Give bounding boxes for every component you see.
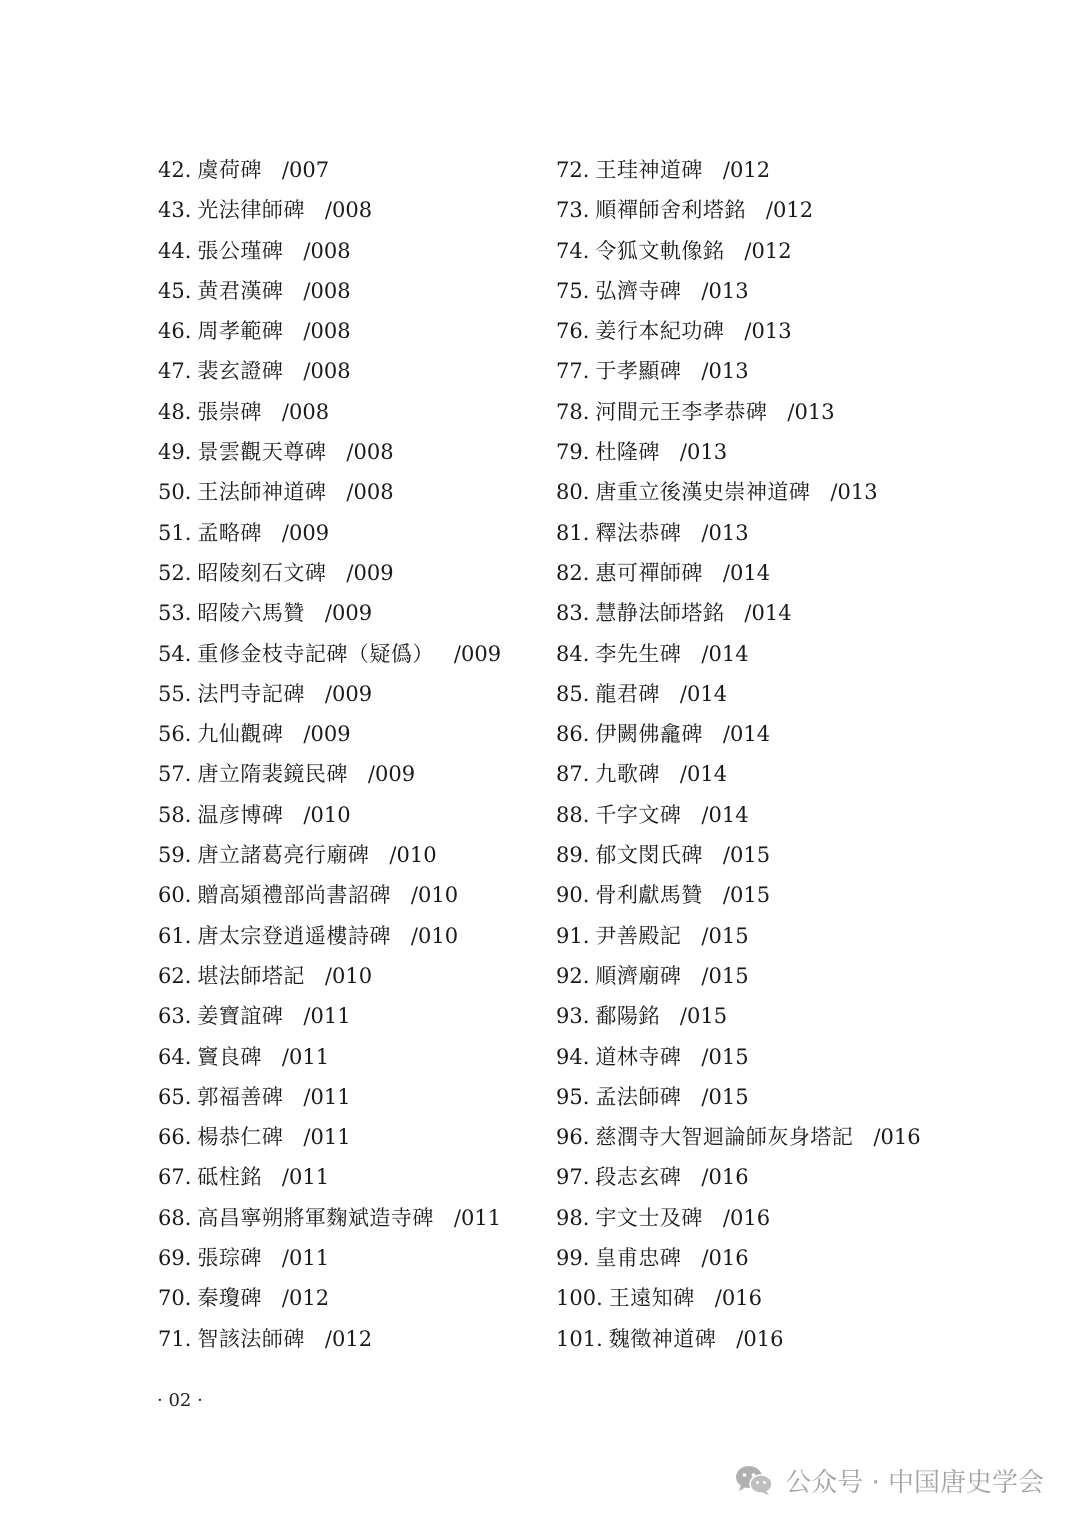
entry-number: 62. (158, 963, 192, 988)
entry-title: 姜行本紀功碑 (595, 319, 725, 344)
entry-page: /011 (281, 1044, 330, 1069)
entry-page: /015 (701, 923, 749, 948)
toc-entry (556, 1319, 986, 1359)
entry-page: /014 (701, 641, 749, 666)
entry-page: /015 (701, 963, 749, 988)
entry-number: 50. (158, 480, 192, 505)
entry-number: 53. (158, 601, 192, 626)
toc-entry (158, 795, 538, 835)
entry-page: /014 (722, 560, 771, 585)
entry-page: /016 (701, 1246, 749, 1271)
entry-page: /008 (346, 440, 394, 465)
entry-title: 伊闕佛龕碑 (595, 722, 703, 747)
entry-number: 51. (158, 520, 192, 545)
toc-entry (158, 674, 538, 714)
entry-page: /016 (701, 1165, 749, 1190)
entry-page: /012 (722, 158, 771, 182)
entry-page: /013 (701, 520, 749, 545)
entry-page: /008 (303, 238, 351, 263)
watermark-text: 公众号 · 中国唐史学会 (785, 1467, 1044, 1498)
entry-title: 唐太宗登逍遥樓詩碑 (197, 923, 391, 948)
entry-title: 温彦博碑 (197, 802, 284, 827)
entry-number: 42. (158, 158, 192, 182)
entry-title: 王遠知碑 (608, 1286, 695, 1311)
entry-title: 智該法師碑 (197, 1326, 305, 1351)
entry-title: 周孝範碑 (197, 319, 284, 344)
entry-number: 97. (556, 1165, 590, 1190)
entry-title: 千字文碑 (595, 802, 682, 827)
toc-entry (556, 1198, 986, 1238)
entry-title: 慧静法師塔銘 (595, 601, 725, 626)
toc-entry (556, 190, 986, 230)
toc-entry (556, 432, 986, 472)
toc-entry (556, 150, 986, 190)
entry-number: 74. (556, 238, 590, 263)
toc-column-right (556, 150, 986, 1359)
entry-number: 47. (158, 359, 192, 384)
entry-page: /009 (346, 560, 394, 585)
entry-number: 73. (556, 198, 590, 223)
entry-page: /012 (281, 1286, 330, 1311)
toc-entry (158, 634, 538, 674)
toc-entry (158, 714, 538, 754)
entry-title: 砥柱銘 (197, 1165, 262, 1190)
entry-page: /008 (303, 319, 351, 344)
entry-number: 54. (158, 641, 192, 666)
entry-number: 46. (158, 319, 192, 344)
toc-entry (556, 1278, 986, 1318)
toc-entry (158, 351, 538, 391)
entry-title: 孟略碑 (197, 520, 262, 545)
entry-page: /012 (324, 1326, 373, 1351)
toc-entry (158, 1077, 538, 1117)
entry-number: 90. (556, 883, 590, 908)
toc-entry (556, 513, 986, 553)
entry-number: 94. (556, 1044, 590, 1069)
toc-entry (556, 996, 986, 1036)
entry-title: 張公瑾碑 (197, 238, 284, 263)
entry-page: /016 (714, 1286, 762, 1311)
entry-title: 河間元王李孝恭碑 (595, 399, 768, 424)
entry-number: 98. (556, 1205, 590, 1230)
toc-entry (556, 1238, 986, 1278)
entry-number: 56. (158, 722, 192, 747)
entry-title: 唐重立後漢史崇神道碑 (595, 480, 811, 505)
entry-title: 景雲觀天尊碑 (197, 440, 327, 465)
toc-entry (556, 311, 986, 351)
entry-page: /008 (346, 480, 394, 505)
entry-title: 鄱陽銘 (595, 1004, 660, 1029)
entry-page: /013 (679, 440, 728, 465)
entry-title: 昭陵六馬贊 (197, 601, 305, 626)
entry-number: 71. (158, 1326, 192, 1351)
entry-number: 43. (158, 198, 192, 223)
entry-title: 秦瓊碑 (197, 1286, 262, 1311)
toc-entry (556, 795, 986, 835)
entry-page: /013 (830, 480, 878, 505)
entry-number: 68. (158, 1205, 192, 1230)
toc-entry (556, 392, 986, 432)
entry-title: 道林寺碑 (595, 1044, 682, 1069)
entry-title: 段志玄碑 (595, 1165, 682, 1190)
toc-entry (158, 1037, 538, 1077)
entry-page: /009 (281, 520, 330, 545)
entry-number: 86. (556, 722, 590, 747)
toc-entry (556, 634, 986, 674)
entry-title: 宇文士及碑 (595, 1205, 703, 1230)
entry-number: 89. (556, 843, 590, 868)
toc-entry (158, 1117, 538, 1157)
toc-entry (158, 1319, 538, 1359)
entry-number: 92. (556, 963, 590, 988)
toc-entry (158, 835, 538, 875)
entry-page: /015 (722, 883, 771, 908)
entry-title: 虞荷碑 (197, 158, 262, 182)
entry-title: 九仙觀碑 (197, 722, 284, 747)
entry-page: /010 (303, 802, 351, 827)
entry-number: 96. (556, 1125, 590, 1150)
entry-number: 91. (556, 923, 590, 948)
entry-page: /016 (722, 1205, 771, 1230)
entry-number: 83. (556, 601, 590, 626)
entry-title: 昭陵刻石文碑 (197, 560, 327, 585)
entry-page: /014 (744, 601, 792, 626)
entry-page: /013 (701, 278, 749, 303)
entry-page: /011 (303, 1125, 351, 1150)
toc-entry (158, 553, 538, 593)
entry-page: /009 (324, 601, 373, 626)
toc-entry (158, 271, 538, 311)
toc-entry (158, 1157, 538, 1197)
entry-number: 44. (158, 238, 192, 263)
entry-page: /011 (281, 1165, 330, 1190)
entry-page: /015 (701, 1084, 749, 1109)
entry-title: 皇甫忠碑 (595, 1246, 682, 1271)
toc-entry (556, 674, 986, 714)
entry-page: /013 (701, 359, 749, 384)
toc-entry (158, 956, 538, 996)
entry-number: 67. (158, 1165, 192, 1190)
entry-number: 99. (556, 1246, 590, 1271)
toc-entry (556, 1077, 986, 1117)
entry-number: 66. (158, 1125, 192, 1150)
entry-page: /008 (324, 198, 373, 223)
entry-title: 弘濟寺碑 (595, 278, 682, 303)
toc-entry (158, 432, 538, 472)
entry-title: 惠可禪師碑 (595, 560, 703, 585)
entry-title: 贈高熲禮部尚書詔碑 (197, 883, 391, 908)
entry-number: 88. (556, 802, 590, 827)
toc-entry (556, 231, 986, 271)
entry-title: 九歌碑 (595, 762, 660, 787)
entry-page: /016 (736, 1326, 784, 1351)
toc-entry (556, 1037, 986, 1077)
entry-title: 慈潤寺大智迴論師灰身塔記 (595, 1125, 854, 1150)
entry-number: 84. (556, 641, 590, 666)
entry-number: 85. (556, 681, 590, 706)
entry-number: 64. (158, 1044, 192, 1069)
entry-page: /015 (722, 843, 771, 868)
entry-number: 79. (556, 440, 590, 465)
entry-page: /014 (722, 722, 771, 747)
entry-number: 72. (556, 158, 590, 182)
entry-title: 龍君碑 (595, 681, 660, 706)
entry-number: 80. (556, 480, 590, 505)
entry-page: /010 (410, 923, 459, 948)
entry-page: /012 (765, 198, 814, 223)
entry-page: /009 (453, 641, 502, 666)
entry-title: 重修金枝寺記碑（疑僞） (197, 641, 434, 666)
entry-number: 45. (158, 278, 192, 303)
toc-entry (556, 472, 986, 512)
toc-entry (158, 593, 538, 633)
entry-number: 58. (158, 802, 192, 827)
entry-page: /007 (281, 158, 330, 182)
entry-title: 李先生碑 (595, 641, 682, 666)
toc-entry (158, 1198, 538, 1238)
entry-page: /014 (679, 681, 728, 706)
entry-title: 楊恭仁碑 (197, 1125, 284, 1150)
entry-number: 65. (158, 1084, 192, 1109)
entry-number: 61. (158, 923, 192, 948)
entry-title: 郭福善碑 (197, 1084, 284, 1109)
entry-number: 95. (556, 1084, 590, 1109)
entry-title: 竇良碑 (197, 1044, 262, 1069)
entry-title: 唐立諸葛亮行廟碑 (197, 843, 370, 868)
entry-title: 高昌寧朔將軍麴斌造寺碑 (197, 1205, 434, 1230)
entry-page: /014 (679, 762, 728, 787)
entry-title: 釋法恭碑 (595, 520, 682, 545)
entry-number: 63. (158, 1004, 192, 1029)
toc-entry (158, 916, 538, 956)
entry-title: 張崇碑 (197, 399, 262, 424)
toc-entry (158, 472, 538, 512)
entry-page: /013 (744, 319, 792, 344)
entry-number: 82. (556, 560, 590, 585)
toc-entry (158, 1238, 538, 1278)
watermark (735, 1458, 1044, 1502)
entry-title: 令狐文軌像銘 (595, 238, 725, 263)
page-number: · 02 · (157, 1390, 203, 1411)
entry-title: 杜隆碑 (595, 440, 660, 465)
entry-number: 101. (556, 1326, 603, 1351)
entry-title: 于孝顯碑 (595, 359, 682, 384)
entry-title: 順禪師舍利塔銘 (595, 198, 746, 223)
entry-number: 52. (158, 560, 192, 585)
toc-entry (556, 1157, 986, 1197)
toc-entry (556, 271, 986, 311)
entry-number: 77. (556, 359, 590, 384)
entry-page: /015 (701, 1044, 749, 1069)
entry-page: /011 (453, 1205, 502, 1230)
entry-number: 81. (556, 520, 590, 545)
entry-number: 59. (158, 843, 192, 868)
entry-number: 55. (158, 681, 192, 706)
entry-page: /008 (303, 359, 351, 384)
entry-title: 黄君漢碑 (197, 278, 284, 303)
entry-page: /008 (303, 278, 351, 303)
toc-entry (556, 351, 986, 391)
toc-entry (158, 150, 538, 190)
toc-entry (158, 190, 538, 230)
entry-title: 堪法師塔記 (197, 963, 305, 988)
entry-page: /012 (744, 238, 792, 263)
toc-entry (556, 956, 986, 996)
entry-page: /010 (324, 963, 373, 988)
entry-page: /014 (701, 802, 749, 827)
toc-entry (158, 996, 538, 1036)
entry-number: 78. (556, 399, 590, 424)
entry-page: /008 (281, 399, 330, 424)
entry-title: 骨利獻馬贊 (595, 883, 703, 908)
entry-title: 王珪神道碑 (595, 158, 703, 182)
entry-number: 93. (556, 1004, 590, 1029)
entry-title: 孟法師碑 (595, 1084, 682, 1109)
toc-entry (158, 754, 538, 794)
entry-title: 姜寶誼碑 (197, 1004, 284, 1029)
entry-number: 70. (158, 1286, 192, 1311)
entry-title: 法門寺記碑 (197, 681, 305, 706)
entry-title: 郁文閔氏碑 (595, 843, 703, 868)
entry-title: 魏徵神道碑 (608, 1326, 717, 1351)
toc-entry (556, 714, 986, 754)
toc-entry (556, 553, 986, 593)
entry-page: /011 (303, 1084, 351, 1109)
toc-entry (158, 513, 538, 553)
entry-number: 69. (158, 1246, 192, 1271)
toc-entry (158, 311, 538, 351)
entry-number: 100. (556, 1286, 603, 1311)
toc-entry (158, 231, 538, 271)
entry-number: 87. (556, 762, 590, 787)
toc-entry (556, 593, 986, 633)
toc-entry (556, 835, 986, 875)
toc-entry (556, 754, 986, 794)
entry-page: /010 (389, 843, 437, 868)
toc-entry (158, 392, 538, 432)
entry-number: 76. (556, 319, 590, 344)
entry-title: 順濟廟碑 (595, 963, 682, 988)
entry-number: 49. (158, 440, 192, 465)
toc-entry (556, 916, 986, 956)
entry-number: 57. (158, 762, 192, 787)
entry-title: 唐立隋裴鏡民碑 (197, 762, 348, 787)
wechat-icon (735, 1464, 773, 1496)
entry-page: /015 (679, 1004, 728, 1029)
entry-number: 75. (556, 278, 590, 303)
toc-entry (556, 875, 986, 915)
entry-page: /013 (787, 399, 835, 424)
entry-title: 裴玄證碑 (197, 359, 284, 384)
toc-entry (158, 875, 538, 915)
entry-page: /009 (367, 762, 416, 787)
entry-page: /010 (410, 883, 459, 908)
toc-entry (158, 1278, 538, 1318)
toc-entry (556, 1117, 986, 1157)
entry-page: /011 (303, 1004, 351, 1029)
entry-title: 光法律師碑 (197, 198, 305, 223)
toc-column-left (158, 150, 538, 1359)
entry-page: /009 (303, 722, 351, 747)
entry-title: 王法師神道碑 (197, 480, 327, 505)
entry-number: 48. (158, 399, 192, 424)
entry-title: 張琮碑 (197, 1246, 262, 1271)
entry-page: /016 (873, 1125, 921, 1150)
entry-page: /009 (324, 681, 373, 706)
entry-page: /011 (281, 1246, 330, 1271)
entry-title: 尹善殿記 (595, 923, 682, 948)
entry-number: 60. (158, 883, 192, 908)
